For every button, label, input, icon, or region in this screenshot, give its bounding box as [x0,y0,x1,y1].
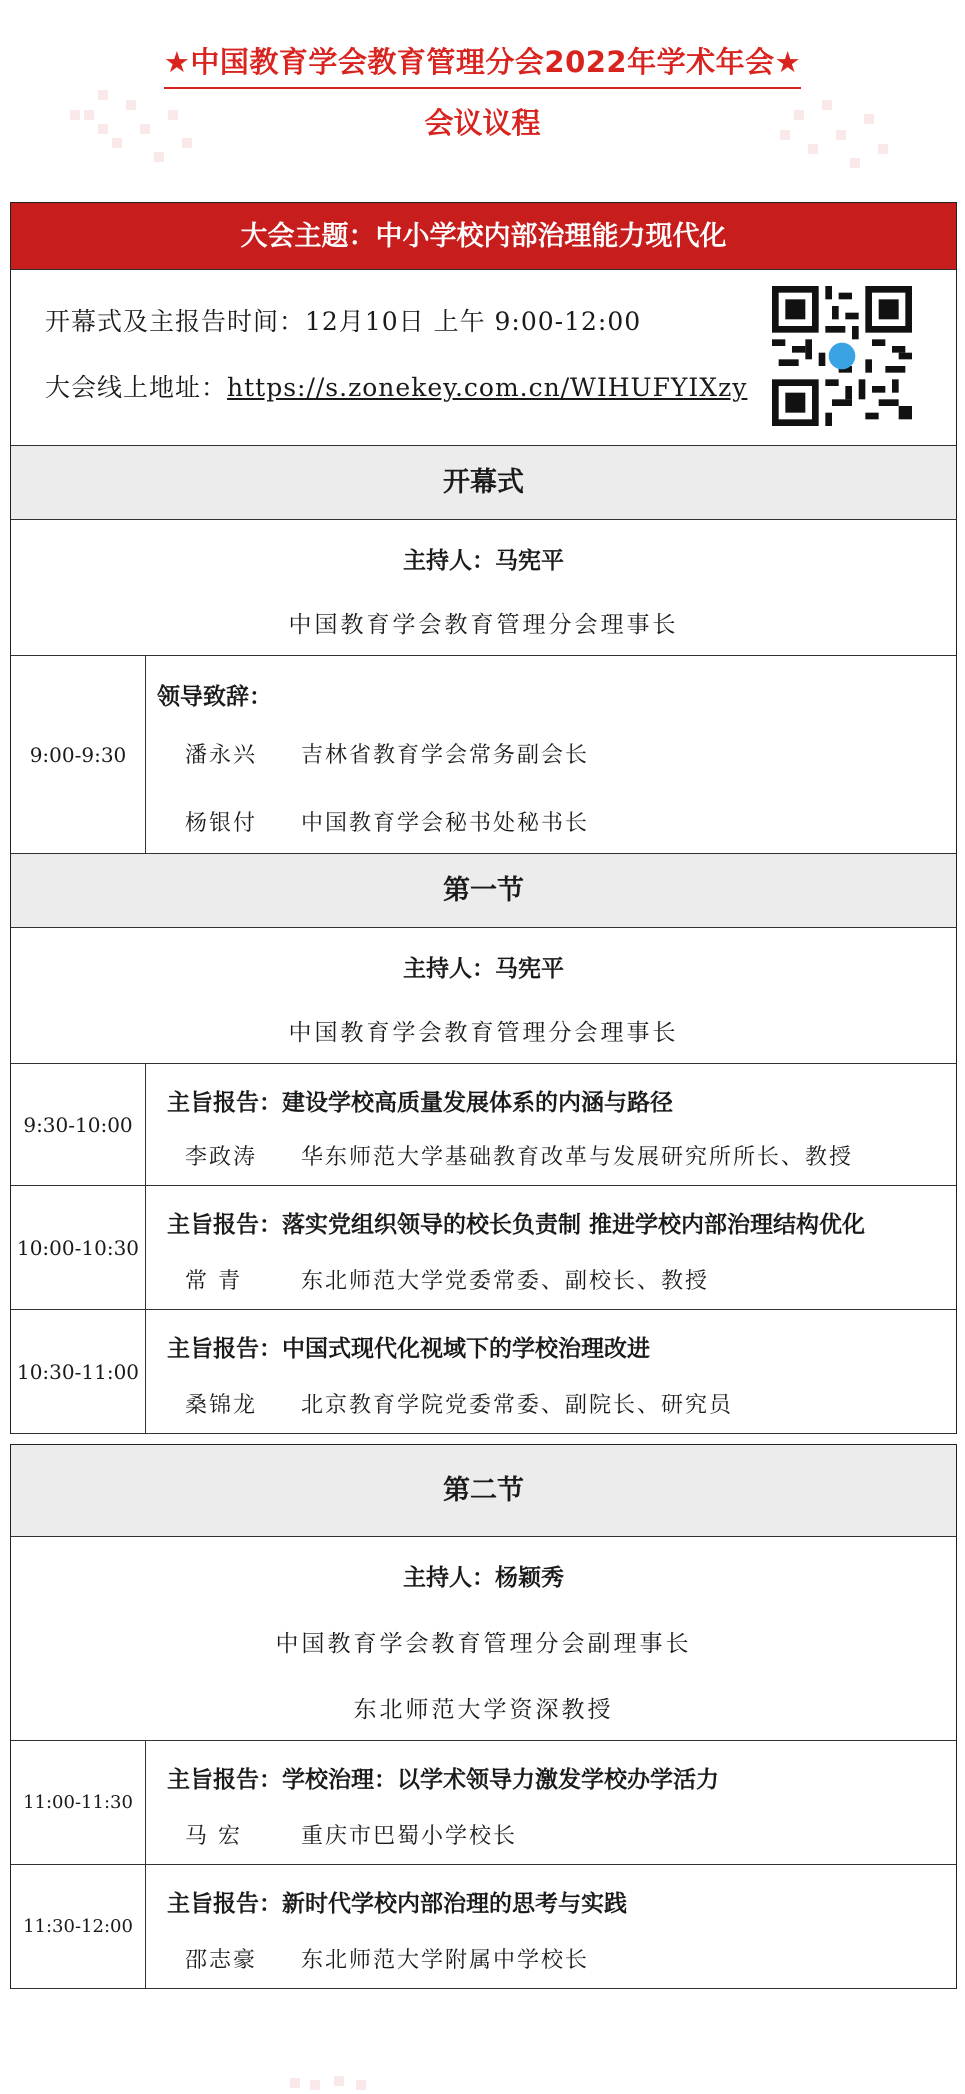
qr-code-icon[interactable] [772,286,912,426]
speaker-role: 北京教育学院党委常委、副院长、研究员 [301,1393,734,1418]
speaker-name: 杨银付 [185,811,258,836]
page-subtitle: 会议议程 [424,106,541,140]
speaker-role: 东北师范大学附属中学校长 [301,1948,590,1973]
talk-row [11,1310,956,1434]
talk-title [167,1206,865,1239]
talk-title [167,1885,627,1918]
opening-speech-row [11,656,956,854]
section2-host-role-2: 东北师范大学资深教授 [353,1697,614,1723]
speaker-name: 潘永兴 [185,743,258,768]
decorative-pixels-bottom [290,2076,380,2092]
speaker-name: 李政涛 [185,1145,258,1170]
section1-host-block [11,928,956,1064]
talk-label: 主旨报告： [167,1766,282,1793]
online-address-label: 大会线上地址： [45,373,228,402]
talk-title-text: 建设学校高质量发展体系的内涵与路径 [282,1089,673,1116]
section2-host-role-1: 中国教育学会教育管理分会副理事长 [275,1631,692,1657]
speaker-row [185,738,589,769]
speaker-row [185,1943,589,1974]
talk-title-text: 中国式现代化视域下的学校治理改进 [282,1335,650,1362]
page-title: ★中国教育学会教育管理分会2022年学术年会★ [164,40,801,89]
time-cell: 11:30-12:00 [11,1865,146,1988]
meeting-info [11,270,956,446]
speaker-role: 东北师范大学党委常委、副校长、教授 [301,1269,710,1294]
talk-title [167,1761,719,1794]
section1-host: 主持人：马宪平 [403,955,564,982]
talk-title-text: 落实党组织领导的校长负责制 推进学校内部治理结构优化 [282,1211,866,1238]
opening-host-role: 中国教育学会教育管理分会理事长 [288,612,679,638]
speaker-name: 常 青 [185,1269,242,1294]
speaker-row [185,1819,517,1850]
talk-title [167,1330,650,1363]
talk-title-text: 新时代学校内部治理的思考与实践 [282,1890,627,1917]
speaker-row [185,806,589,837]
talk-label: 主旨报告： [167,1890,282,1917]
speaker-role: 吉林省教育学会常务副会长 [301,743,590,768]
speaker-name: 邵志豪 [185,1948,258,1973]
time-cell: 10:00-10:30 [11,1186,146,1309]
agenda-table-2 [10,1444,957,1989]
talk-title [167,1084,673,1117]
time-cell: 9:30-10:00 [11,1064,146,1185]
talk-label: 主旨报告： [167,1211,282,1238]
speaker-row [185,1388,733,1419]
time-cell: 11:00-11:30 [11,1741,146,1864]
agenda-table-1 [10,202,957,1434]
section1-host-role: 中国教育学会教育管理分会理事长 [288,1020,679,1046]
online-address-link[interactable]: https://s.zonekey.com.cn/WIHUFYIXzy [227,373,748,402]
theme-bar: 大会主题：中小学校内部治理能力现代化 [11,202,956,270]
speech-content [145,656,950,853]
talk-row [11,1186,956,1310]
meeting-time: 开幕式及主报告时间：12月10日 上午 9:00-12:00 [45,307,642,336]
talk-content [157,1741,950,1864]
time-cell: 10:30-11:00 [11,1310,146,1433]
section-heading-opening: 开幕式 [11,446,956,520]
opening-host: 主持人：马宪平 [403,547,564,574]
talk-row [11,1741,956,1865]
talk-content [157,1186,950,1309]
page-header [0,40,965,142]
talk-title-text: 学校治理：以学术领导力激发学校办学活力 [282,1766,719,1793]
speaker-role: 重庆市巴蜀小学校长 [301,1824,518,1849]
talk-content [157,1865,950,1988]
opening-host-block [11,520,956,656]
speech-label: 领导致辞： [157,683,272,710]
section2-host-block [11,1537,956,1741]
talk-row [11,1064,956,1186]
speaker-row [185,1264,709,1295]
talk-content [157,1310,950,1433]
section-heading-2: 第二节 [11,1445,956,1537]
online-address [45,368,747,404]
section-heading-1: 第一节 [11,854,956,928]
talk-label: 主旨报告： [167,1089,282,1116]
talk-content [157,1064,950,1185]
talk-row [11,1865,956,1989]
speaker-role: 中国教育学会秘书处秘书长 [301,811,590,836]
speaker-row [185,1140,853,1171]
speaker-name: 桑锦龙 [185,1393,258,1418]
section2-host: 主持人：杨颖秀 [403,1564,564,1591]
speaker-name: 马 宏 [185,1824,242,1849]
speaker-role: 华东师范大学基础教育改革与发展研究所所长、教授 [301,1145,854,1170]
time-cell: 9:00-9:30 [11,656,146,853]
talk-label: 主旨报告： [167,1335,282,1362]
